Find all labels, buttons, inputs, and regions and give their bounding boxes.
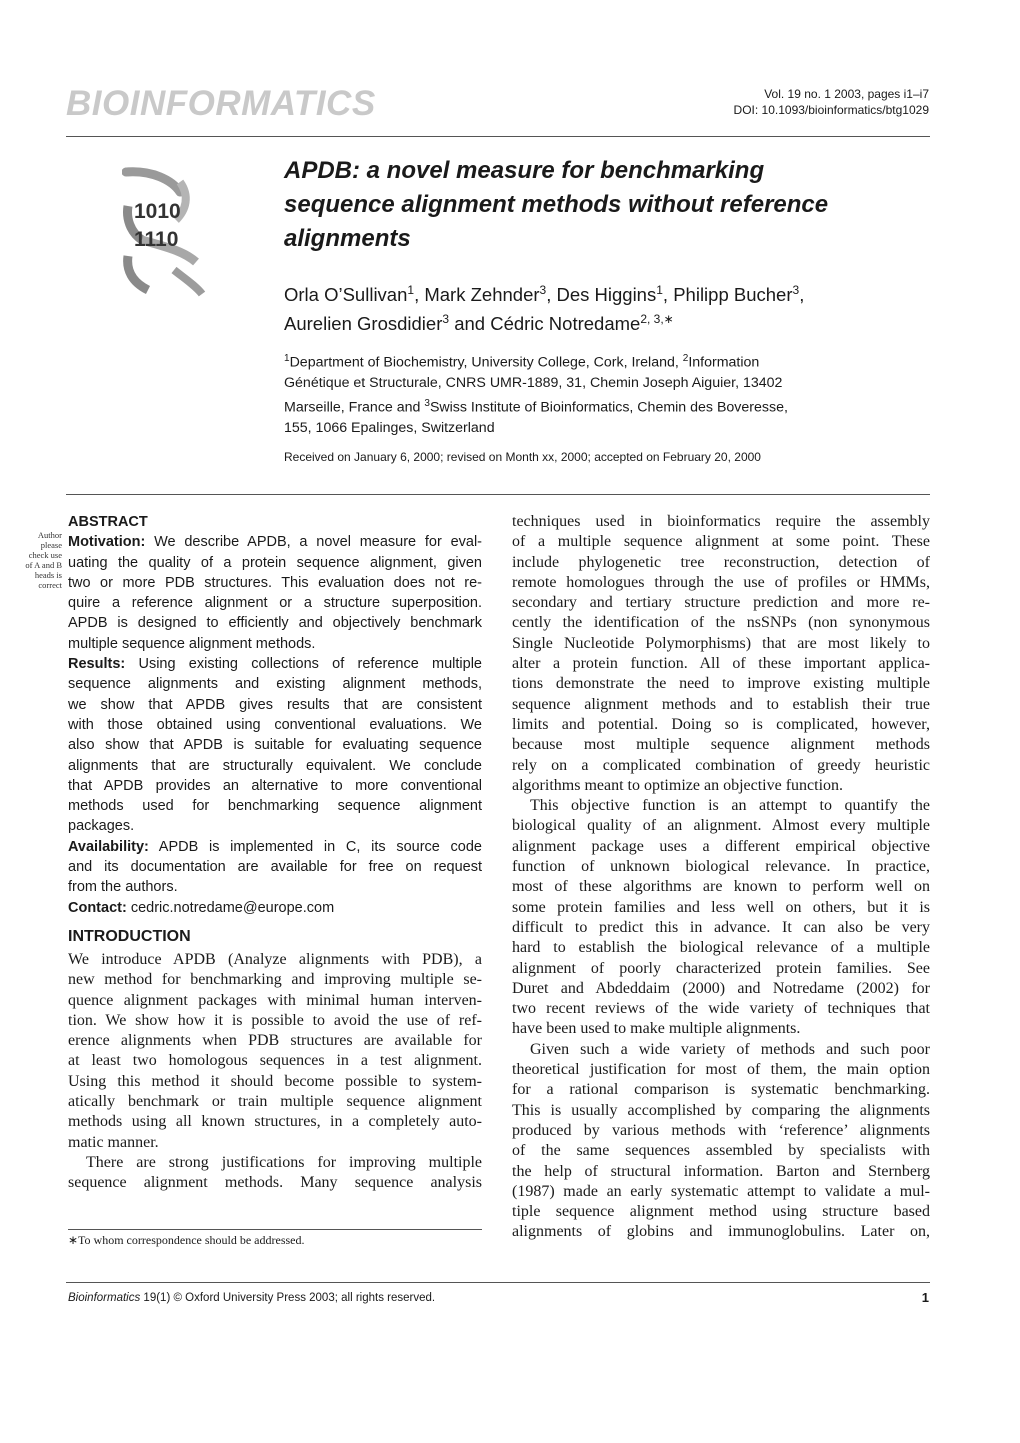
volume-line: Vol. 19 no. 1 2003, pages i1–i7 [764,87,929,101]
header-rule [66,136,930,137]
footer-citation: Bioinformatics 19(1) © Oxford University Press 2003; all rights reserved. [68,1292,436,1304]
margin-note: Author please check use of A and B heads is correct [25,530,62,590]
introduction-heading: INTRODUCTION [68,927,191,945]
contact-line: Contact: cedric.notredame@europe.com [68,899,335,916]
logo-row-2: 1110 [134,228,179,251]
abstract-line: Results: Using existing collections of reference multiple [68,656,482,673]
logo-row-1: 1010 [134,200,181,223]
author: Des Higgins [556,284,657,306]
title-line: alignments [284,225,411,252]
doi-line: DOI: 10.1093/bioinformatics/btg1029 [733,103,929,117]
author: Philipp Bucher [673,284,793,306]
volume-info [734,86,929,118]
author: Orla O’Sullivan [284,284,408,306]
footer-rule [66,1282,930,1283]
received-dates: Received on January 6, 2000; revised on Month xx, 2000; accepted on February 20, 2000 [284,450,761,464]
abstract-heading: ABSTRACT [68,514,148,530]
page-number: 1 [921,1290,929,1305]
footnote-rule [68,1229,482,1230]
author: Aurelien Grosdidier [284,313,443,335]
right-column: techniques used in bioinformatics require the assembly of a multiple sequence alignment at some point. These include phylogenetic tree reconstruction, detection of remote homologues through the use of profiles or HMMs, secondary and tertiary structure prediction and more re- cently the identification of the nsSNPs (non synonymous Single Nucleotide Polymorphisms) that are most likely to alter a protein function. All of these important applica- tions demonstrate the need to improve existing multiple sequence alignment methods and to establish their true limits and potential. Doing so is complicated, however, because most multiple sequence alignment methods rely on a complicated combination of greedy heuristic algorithms meant to optimize an objective function. This objective function is an attempt to quantify the biological quality of an alignment. Almost every multiple alignment package uses a different empirical objective function of unknown biological relevance. In practice, most of these algorithms are known to perform well on some protein families and less well on others, but it is difficult to predict this in advance. It can also be very hard to establish the biological relevance of a multiple alignment of poorly characterized protein families. See Duret and Abdeddaim (2000) and Notredame (2002) for two recent reviews of the wide variety of techniques that have been used to make multiple alignments. Given such a wide variety of methods and such poor theoretical justification for most of them, the main option for a rational comparison is systematic benchmarking. This is usually accomplished by comparing the alignments produced by various methods with ‘reference’ alignments of the same sequences assembled by specialists with the help of structural information. Barton and Sternberg (1987) made an early systematic attempt to validate a mul- tiple sequence alignment method using structure based alignments of globins and immunoglobulins. Later on, [512,513,930,1241]
footnote: ∗To whom correspondence should be addressed. [68,1233,305,1247]
title-line: sequence alignment methods without reference [284,191,829,218]
title-line: APDB: a novel measure for benchmarking [284,157,765,184]
contact-email[interactable]: cedric.notredame@europe.com [130,899,335,916]
affiliations: $^1$Department of Biochemistry, University College, Cork, Ireland, $^2$Information Génétique et Structurale, CNRS UMR-1889, 31, Chemin Joseph Aiguier, 13402 Marseille, France and $^3$Swiss Institute of Bioinformatics, Chemin des Boveresse, 155, 1066 Epalinges, Switzerland [284,353,788,436]
dna-binary-logo-icon [122,166,212,300]
paper-title [284,154,934,256]
author: Mark Zehnder [424,284,540,306]
abstract-line: Availability: APDB is implemented in C, its source code [68,838,482,855]
left-column: ABSTRACT Motivation: We describe APDB, a novel measure for eval- uating the quality of a protein sequence alignment, given two or more PDB structures. This evaluation does not re- quire a reference alignment or a structure superposition. APDB is designed to efficiently and objectively benchmark multiple sequence alignment methods. Results: Using existing collections of reference multiple sequence alignments and existing alignment methods, we show that APDB gives results that are consistent with those obtained using conventional evaluations. We also show that APDB is suitable for evaluating sequence alignments that are structurally equivalent. We conclude that APDB provides an alternative to more conventional methods used for benchmarking sequence alignment packages. Availability: APDB is implemented in C, its source code and its documentation are available for free on request from the authors. Contact: cedric.notredame@europe.com INTRODUCTION We introduce APDB (Analyze alignments with PDB), a new method for benchmarking and improving multiple se- quence alignment packages with minimal human interven- tion. We show how it is possible to avoid the use of ref- erence alignments when PDB structures are available for at least two homologous sequences in a test alignment. Using this method it should become possible to system- atically benchmark or train multiple sequence alignment methods using all known structures, in a completely auto- matic manner. There are strong justifications for improving multiple sequence alignment methods. Many sequence analysis [68,514,482,1192]
author: Cédric Notredame [490,313,641,335]
section-rule [66,494,930,495]
journal-name: BIOINFORMATICS [66,84,376,123]
abstract-line: Motivation: We describe APDB, a novel measure for eval- [68,534,482,551]
author-list: Orla O’Sullivan$^1$, Mark Zehnder$^3$, Des Higgins$^1$, Philipp Bucher$^3$, Aurelien Grosdidier$^3$ and Cédric Notredame$^{2, 3,∗}$ [284,283,805,335]
